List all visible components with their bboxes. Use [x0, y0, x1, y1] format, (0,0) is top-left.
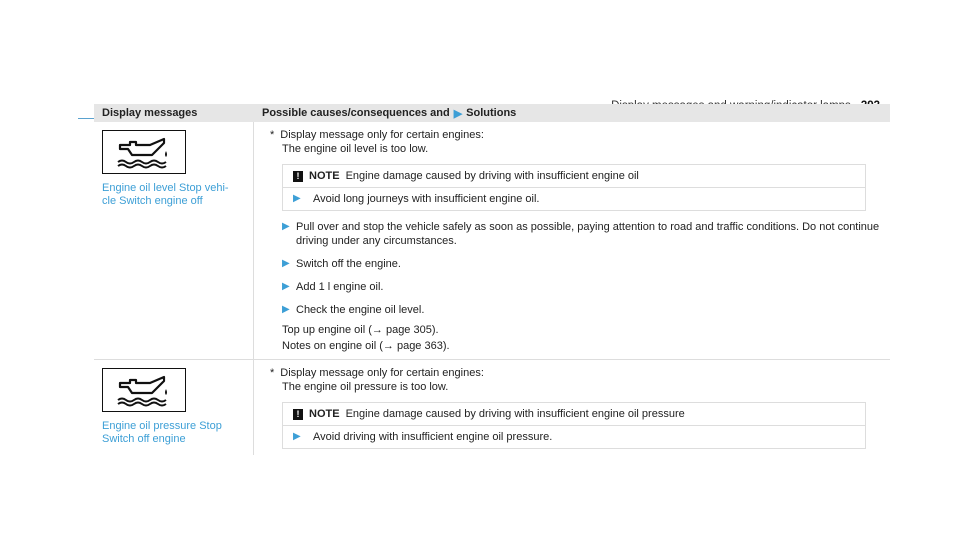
cause-text: The engine oil level is too low.	[282, 143, 429, 155]
note-box	[282, 402, 866, 449]
solution-step	[270, 303, 882, 317]
solution-step	[270, 220, 882, 248]
play-arrow-icon: ▶	[282, 221, 290, 232]
step-text: Pull over and stop the vehicle safely as soon as possible, paying attention to road and traffic conditions. Do not continue driving under any circumstances.	[296, 221, 880, 247]
step-text: Switch off the engine.	[296, 258, 401, 270]
warning-icon: !	[293, 409, 303, 420]
col-header-display-messages: Display messages	[102, 107, 198, 119]
table-row-engine-oil-pressure	[94, 360, 890, 455]
note-header	[283, 403, 865, 425]
note-action-text: Avoid driving with insufficient engine oil pressure.	[313, 431, 553, 443]
display-message-cell	[94, 360, 254, 455]
footnote-line	[270, 128, 882, 142]
cause-text: The engine oil pressure is too low.	[282, 381, 449, 393]
play-arrow-icon: ▶	[293, 431, 301, 442]
display-messages-table	[94, 104, 890, 455]
footnote-text: Display message only for certain engines:	[280, 367, 484, 379]
page-reference[interactable]: Top up engine oil (→ page 305).	[282, 324, 439, 336]
note-title: NOTE	[309, 408, 340, 420]
label-line-2: Switch off engine	[102, 433, 186, 445]
play-arrow-icon: ▶	[282, 281, 290, 292]
label-line-1: Engine oil pressure Stop	[102, 420, 222, 432]
table-row-engine-oil-level	[94, 122, 890, 360]
note-action	[283, 425, 865, 448]
footnote-star: *	[270, 129, 275, 141]
col-header-causes-prefix: Possible causes/consequences and	[262, 107, 450, 119]
engine-oil-can-icon	[102, 130, 186, 174]
col-header-solutions: Solutions	[466, 107, 517, 119]
footnote-line	[270, 366, 882, 380]
play-arrow-icon: ▶	[293, 193, 301, 204]
step-text: Check the engine oil level.	[296, 304, 425, 316]
display-message-label	[102, 182, 245, 208]
table-header	[94, 104, 890, 122]
note-text: Engine damage caused by driving with insufficient engine oil	[345, 170, 639, 182]
solution-step	[270, 257, 882, 271]
display-message-cell	[94, 122, 254, 359]
warning-icon: !	[293, 171, 303, 182]
play-arrow-icon: ▶	[282, 304, 290, 315]
display-message-label	[102, 420, 245, 446]
page-reference[interactable]: Notes on engine oil (→ page 363).	[282, 340, 450, 352]
causes-cell	[254, 122, 890, 359]
play-arrow-icon: ▶	[282, 258, 290, 269]
note-action	[283, 187, 865, 210]
footnote-text: Display message only for certain engines:	[280, 129, 484, 141]
engine-oil-can-icon	[102, 368, 186, 412]
col-header-causes	[254, 107, 890, 120]
note-action-text: Avoid long journeys with insufficient engine oil.	[313, 193, 540, 205]
step-text: Add 1 l engine oil.	[296, 281, 384, 293]
note-title: NOTE	[309, 170, 340, 182]
note-box	[282, 164, 866, 211]
note-text: Engine damage caused by driving with insufficient engine oil pressure	[345, 408, 685, 420]
footnote-star: *	[270, 367, 275, 379]
solution-step	[270, 280, 882, 294]
label-line-2: cle Switch engine off	[102, 195, 203, 207]
label-line-1: Engine oil level Stop vehi-	[102, 182, 229, 194]
causes-cell	[254, 360, 890, 455]
play-arrow-icon: ▶	[453, 107, 463, 120]
note-header	[283, 165, 865, 187]
